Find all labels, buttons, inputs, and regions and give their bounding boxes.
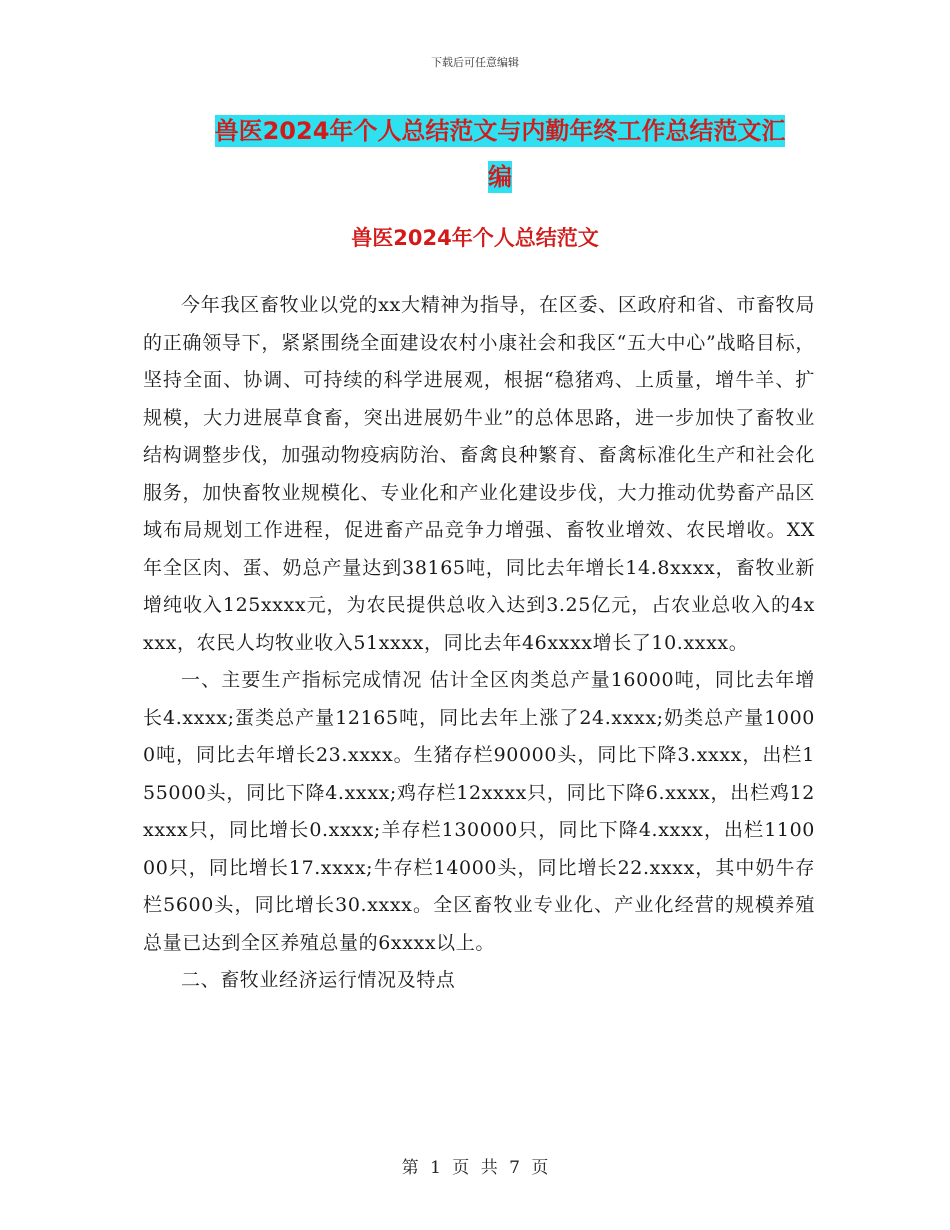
header-note: 下载后可任意编辑 [431, 56, 519, 69]
paragraph-production-indicators: 一、主要生产指标完成情况 估计全区肉类总产量16000吨，同比去年增长4.xxxx;蛋类总产量12165吨，同比去年上涨了24.xxxx;奶类总产量10000吨，同比去年增长23.xxxx。生猪存栏90000头，同比下降3.xxxx，出栏155000头，同比下降4.xxxx;鸡存栏12xxxx只，同比下降6.xxxx，出栏鸡12xxxx只，同比增长0.xxxx;羊存栏130000只，同比下降4.xxxx，出栏110000只，同比增长17.xxxx;牛存栏14000头，同比增长22.xxxx，其中奶牛存栏5600头，同比增长30.xxxx。全区畜牧业专业化、产业化经营的规模养殖总量已达到全区养殖总量的6xxxx以上。 [143, 669, 815, 954]
document-title-line-2: 编 [488, 163, 512, 191]
document-title [185, 108, 815, 200]
page-footer: 第 1 页 共 7 页 [401, 1158, 549, 1178]
paragraph-economic-heading: 二、畜牧业经济运行情况及特点 [181, 969, 456, 991]
paragraph-intro: 今年我区畜牧业以党的xx大精神为指导，在区委、区政府和省、市畜牧局的正确领导下，紧紧围绕全面建设农村小康社会和我区“五大中心”战略目标，坚持全面、协调、可持续的科学进展观，根据“稳猪鸡、上质量，增牛羊、扩规模，大力进展草食畜，突出进展奶牛业”的总体思路，进一步加快了畜牧业结构调整步伐，加强动物疫病防治、畜禽良种繁育、畜禽标准化生产和社会化服务，加快畜牧业规模化、专业化和产业化建设步伐，大力推动优势畜产品区域布局规划工作进程，促进畜产品竞争力增强、畜牧业增效、农民增收。XX年全区肉、蛋、奶总产量达到38165吨，同比去年增长14.8xxxx，畜牧业新增纯收入125xxxx元，为农民提供总收入达到3.25亿元，占农业总收入的4xxxx，农民人均牧业收入51xxxx，同比去年46xxxx增长了10.xxxx。 [143, 294, 815, 654]
document-title-line-1: 兽医2024年个人总结范文与内勤年终工作总结范文汇 [214, 117, 786, 145]
body-text [143, 287, 815, 1000]
section-title: 兽医2024年个人总结范文 [351, 226, 599, 250]
